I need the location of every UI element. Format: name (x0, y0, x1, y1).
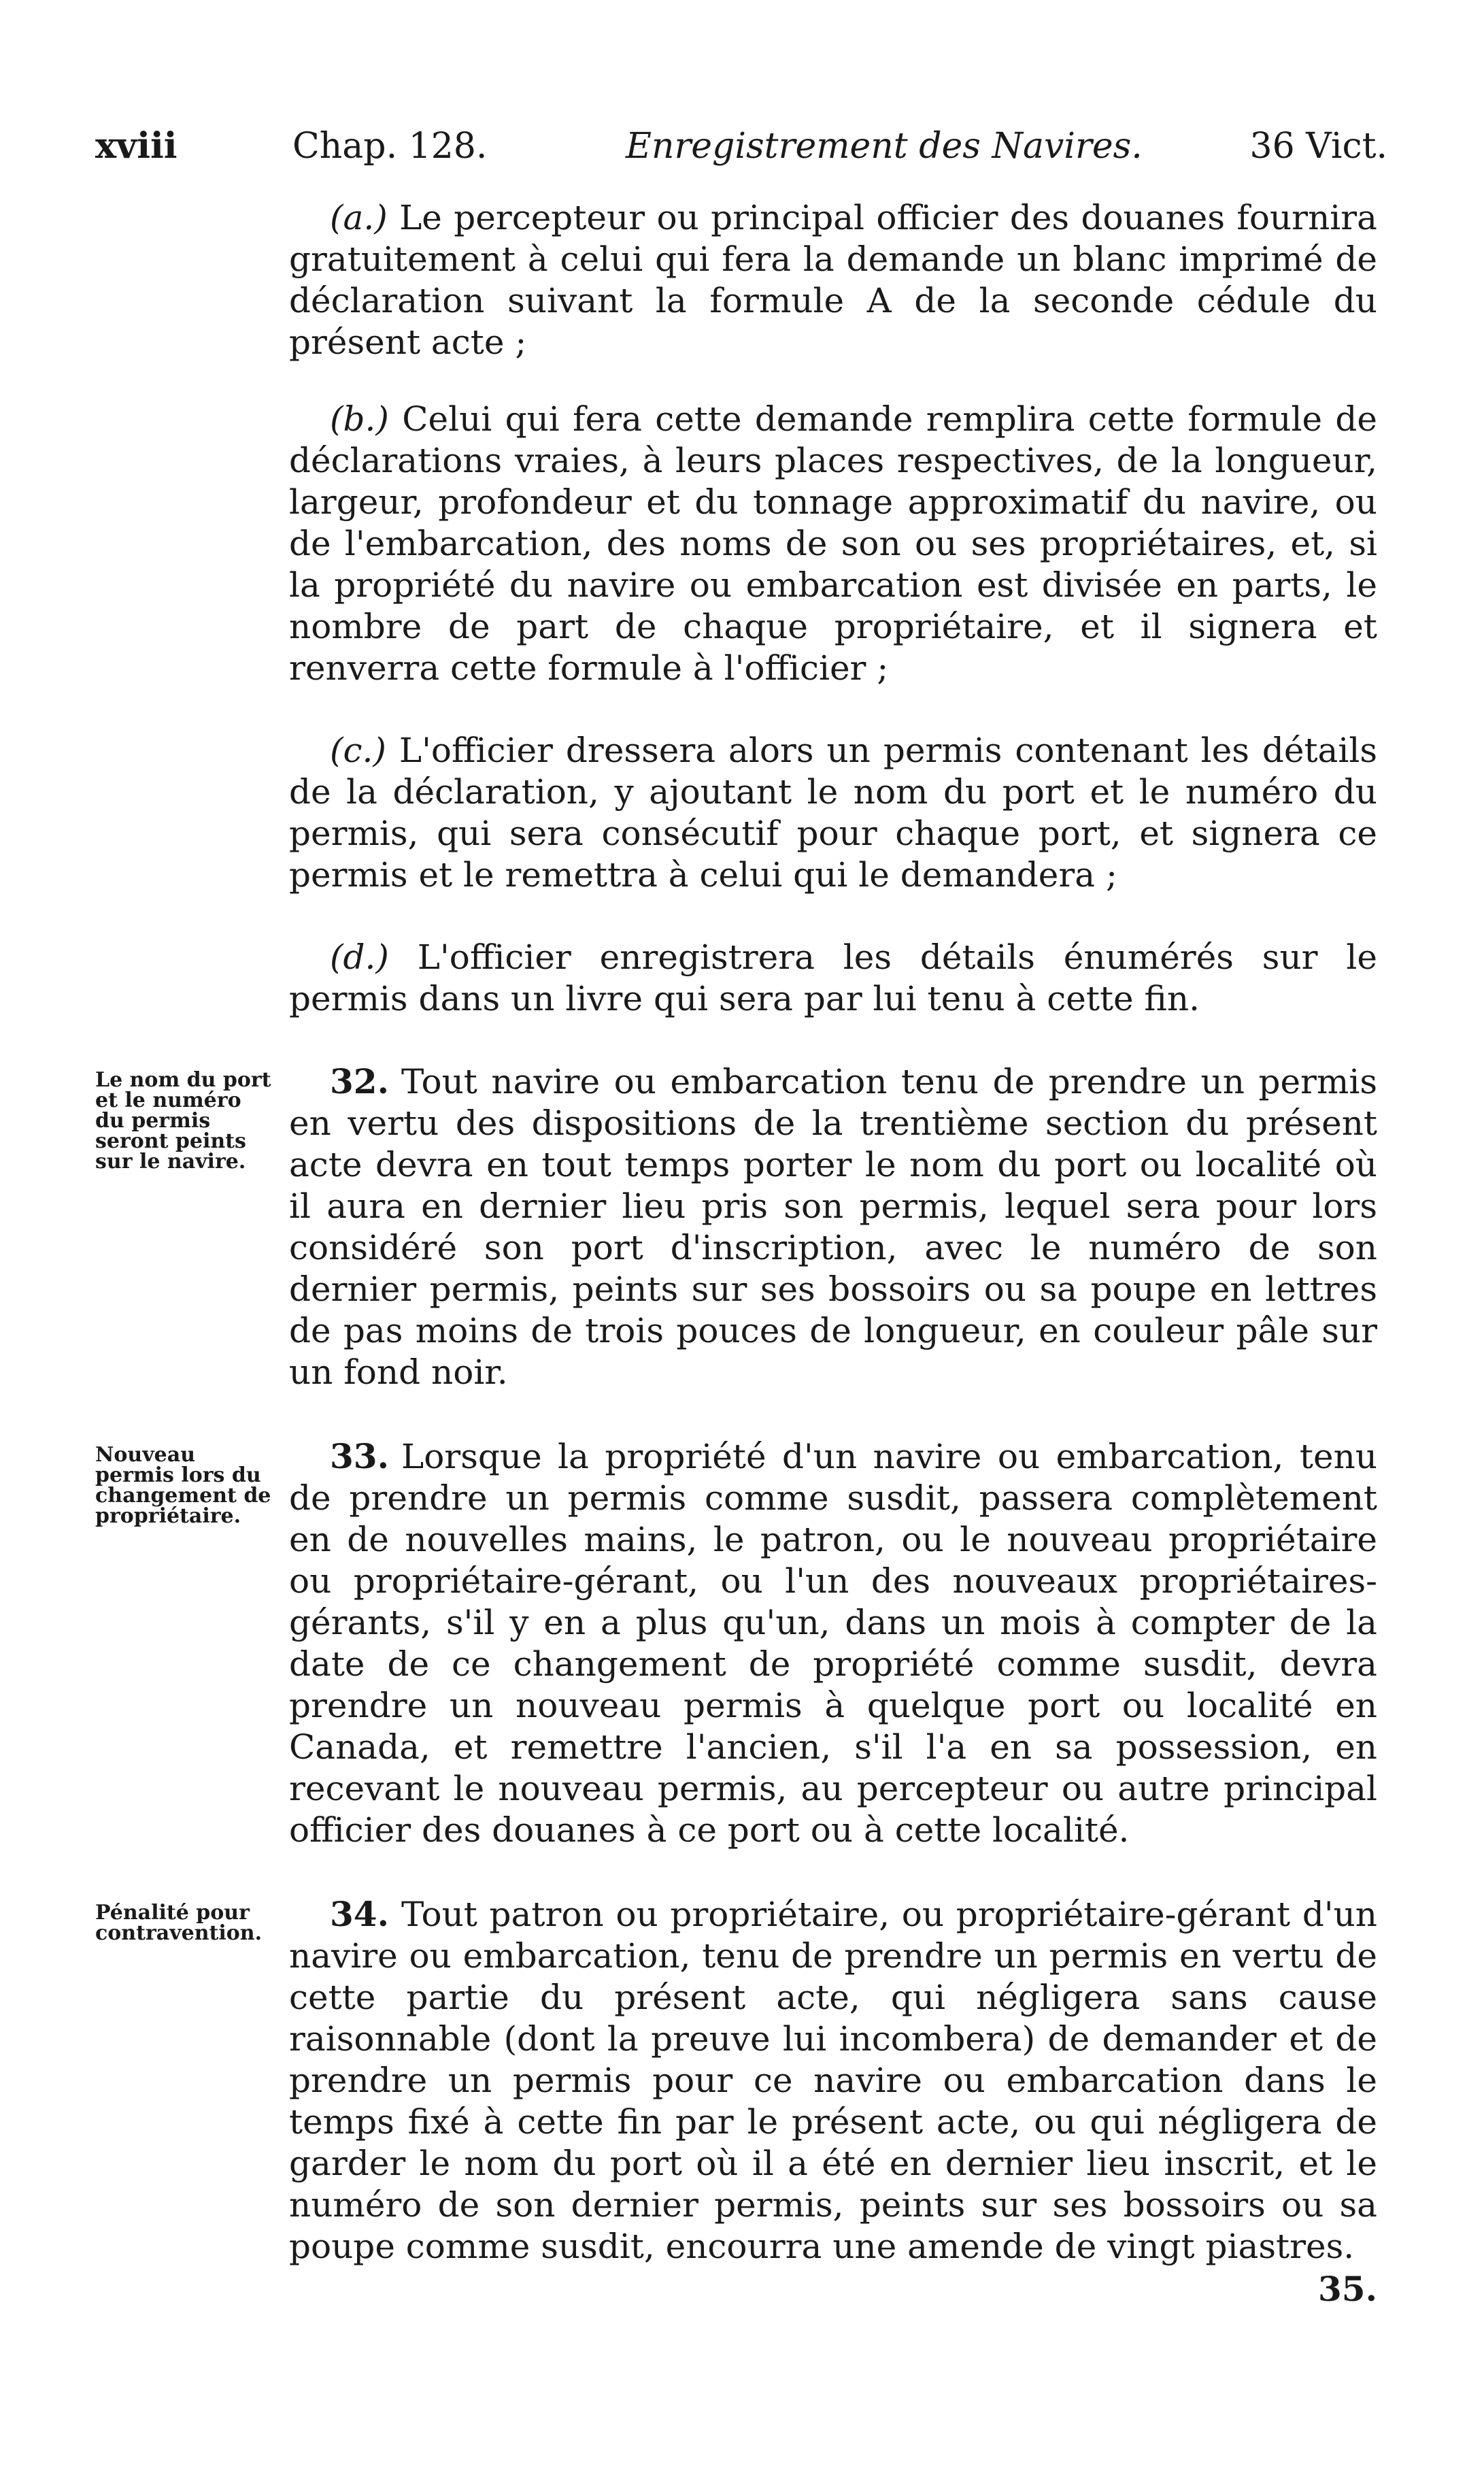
section-text: Lorsque la propriété d'un navire ou embarcation, tenu de prendre un permis comme susdit, passera complètement en de nouvelles mains, le patron, ou le nouveau propriétaire ou propriétaire-gérant, ou l'un des nouveaux propriétaires-gérants, s'il y en a plus qu'un, dans un mois à compter de la date de ce changement de propriété comme susdit, devra prendre un nouveau permis à quelque port ou localité en Canada, et remettre l'ancien, s'il l'a en sa possession, en recevant le nouveau permis, au percepteur ou autre principal officier des douanes à ce port ou à cette localité. (289, 1437, 1377, 1850)
sidenote-section-34: Pénalité pour contravention. (95, 1901, 263, 1945)
catchword: 35. (1318, 2269, 1377, 2309)
paragraph-label: (c.) (330, 731, 386, 770)
year-label: 36 Vict. (1249, 126, 1387, 167)
paragraph-text: Le percepteur ou principal officier des douanes fournira gratuitement à celui qui fera la demande un blanc imprimé de déclaration suivant la formule A de la seconde cédule du présent acte ; (289, 198, 1377, 362)
paragraph-label: (a.) (330, 198, 388, 237)
sidenote-section-32: Le nom du port et le numéro du permis seront peints sur le navire. (95, 1068, 271, 1174)
section-text: Tout navire ou embarcation tenu de prendre un permis en vertu des dispositions de la trentième section du présent acte devra en tout temps porter le nom du port ou localité où il aura en dernier lieu pris son permis, lequel sera pour lors considéré son port d'inscription, avec le numéro de son dernier permis, peints sur ses bossoirs ou sa poupe en lettres de pas moins de trois pouces de longueur, en couleur pâle sur un fond noir. (289, 1062, 1377, 1392)
paragraph-a (289, 197, 1377, 363)
running-title: Enregistrement des Navires. (626, 126, 1143, 167)
section-number: 32. (330, 1061, 389, 1101)
paragraph-b (289, 399, 1377, 689)
section-33 (289, 1435, 1377, 1851)
section-text: Tout patron ou propriétaire, ou propriétaire-gérant d'un navire ou embarcation, tenu de prendre un permis en vertu de cette partie du présent acte, qui négligera sans cause raisonnable (dont la preuve lui incombera) de demander et de prendre un permis pour ce navire ou embarcation dans le temps fixé à cette fin par le présent acte, ou qui négligera de garder le nom du port où il a été en dernier lieu inscrit, et le numéro de son dernier permis, peints sur ses bossoirs ou sa poupe comme susdit, encourra une amende de vingt piastres. (289, 1895, 1377, 2266)
paragraph-c (289, 730, 1377, 896)
section-32 (289, 1061, 1377, 1393)
running-header (95, 116, 1387, 177)
paragraph-text: L'officier enregistrera les détails énumérés sur le permis dans un livre qui sera par lui tenu à cette fin. (289, 937, 1377, 1018)
paragraph-label: (b.) (330, 399, 389, 439)
chapter-label: Chap. 128. (292, 126, 488, 167)
section-34 (289, 1893, 1377, 2267)
sidenote-section-33: Nouveau permis lors du changement de propriétaire. (95, 1443, 271, 1528)
section-number: 33. (330, 1436, 389, 1476)
page-number: xviii (95, 125, 178, 167)
paragraph-text: Celui qui fera cette demande remplira cette formule de déclarations vraies, à leurs places respectives, de la longueur, largeur, profondeur et du tonnage approximatif du navire, ou de l'embarcation, des noms de son ou ses propriétaires, et, si la propriété du navire ou embarcation est divisée en parts, le nombre de part de chaque propriétaire, et il signera et renverra cette formule à l'officier ; (289, 399, 1377, 688)
paragraph-d (289, 937, 1377, 1020)
paragraph-label: (d.) (330, 937, 389, 977)
paragraph-text: L'officier dressera alors un permis contenant les détails de la déclaration, y ajoutant le nom du port et le numéro du permis, qui sera consécutif pour chaque port, et signera ce permis et le remettra à celui qui le demandera ; (289, 731, 1377, 895)
body-text (289, 197, 1377, 2310)
section-number: 34. (330, 1894, 389, 1934)
